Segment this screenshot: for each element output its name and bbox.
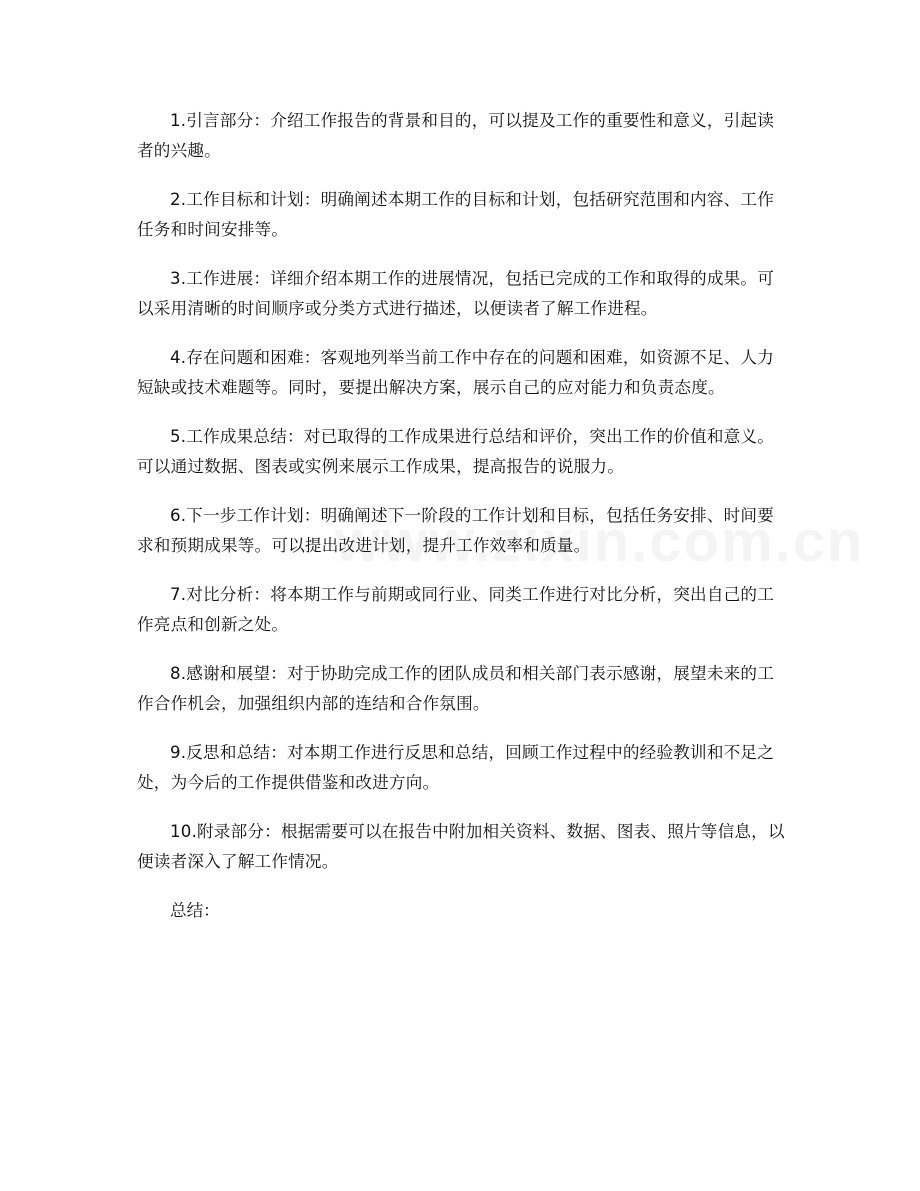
summary-label: 总结： [170,901,220,920]
paragraph-problems: 4.存在问题和困难：客观地列举当前工作中存在的问题和困难，如资源不足、人力短缺或技术难题等。同时，要提出解决方案，展示自己的应对能力和负责态度。 [137,348,775,397]
paragraph-goals: 2.工作目标和计划：明确阐述本期工作的目标和计划，包括研究范围和内容、工作任务和时间安排等。 [137,190,775,239]
document-body [137,106,787,926]
paragraph-intro: 1.引言部分：介绍工作报告的背景和目的，可以提及工作的重要性和意义，引起读者的兴趣。 [137,111,775,160]
paragraph-reflection: 9.反思和总结：对本期工作进行反思和总结，回顾工作过程中的经验教训和不足之处，为今后的工作提供借鉴和改进方向。 [137,743,775,792]
paragraph-thanks: 8.感谢和展望：对于协助完成工作的团队成员和相关部门表示感谢，展望未来的工作合作机会，加强组织内部的连结和合作氛围。 [137,664,775,713]
paragraph-progress: 3.工作进展：详细介绍本期工作的进展情况，包括已完成的工作和取得的成果。可以采用清晰的时间顺序或分类方式进行描述，以便读者了解工作进程。 [137,269,775,318]
paragraph-appendix: 10.附录部分：根据需要可以在报告中附加相关资料、数据、图表、照片等信息，以便读者深入了解工作情况。 [137,822,785,871]
paragraph-next-plan: 6.下一步工作计划：明确阐述下一阶段的工作计划和目标，包括任务安排、时间要求和预期成果等。可以提出改进计划，提升工作效率和质量。 [137,506,775,555]
paragraph-results: 5.工作成果总结：对已取得的工作成果进行总结和评价，突出工作的价值和意义。可以通过数据、图表或实例来展示工作成果，提高报告的说服力。 [137,427,775,476]
paragraph-comparison: 7.对比分析：将本期工作与前期或同行业、同类工作进行对比分析，突出自己的工作亮点和创新之处。 [137,585,775,634]
